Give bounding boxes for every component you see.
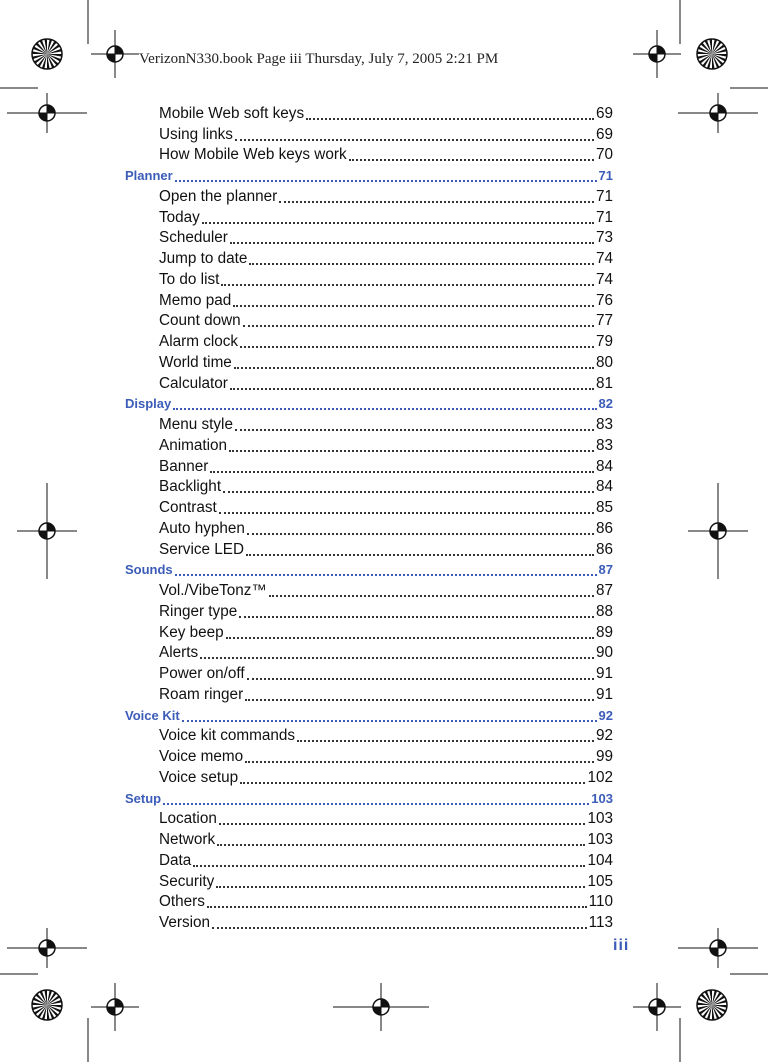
- dot-leader: [230, 230, 594, 244]
- toc-entry[interactable]: [125, 289, 613, 310]
- dot-leader: [226, 625, 594, 639]
- toc-label: Calculator: [159, 374, 228, 392]
- toc-label: Voice setup: [159, 768, 239, 786]
- toc-entry[interactable]: [125, 579, 613, 600]
- toc-page-number: 86: [595, 540, 613, 558]
- toc-entry[interactable]: [125, 496, 613, 517]
- dot-leader: [235, 127, 594, 141]
- toc-page-number: 105: [587, 872, 613, 890]
- toc-section[interactable]: [125, 559, 613, 580]
- dot-leader: [243, 313, 594, 327]
- toc-page-number: 74: [595, 270, 613, 288]
- toc-label: Roam ringer: [159, 685, 244, 703]
- dot-leader: [202, 210, 594, 224]
- toc-label: Location: [159, 810, 217, 828]
- toc-page-number: 76: [595, 291, 613, 309]
- toc-page-number: 88: [595, 602, 613, 620]
- dot-leader: [207, 894, 587, 908]
- dot-leader: [219, 811, 586, 825]
- dot-leader: [297, 728, 594, 742]
- dot-leader: [217, 832, 585, 846]
- toc-page-number: 84: [595, 478, 613, 496]
- toc-page-number: 71: [595, 187, 613, 205]
- toc-label: Mobile Web soft keys: [159, 104, 305, 122]
- dot-leader: [249, 251, 594, 265]
- dot-leader: [240, 334, 594, 348]
- dot-leader: [246, 542, 594, 556]
- toc-page-number: 87: [598, 562, 613, 578]
- registration-crosshair-icon: [91, 30, 139, 78]
- dot-leader: [216, 874, 585, 888]
- toc-page-number: 103: [587, 810, 613, 828]
- toc-entry[interactable]: [125, 725, 613, 746]
- toc-entry[interactable]: [125, 745, 613, 766]
- toc-entry[interactable]: [125, 870, 613, 891]
- toc-entry[interactable]: [125, 517, 613, 538]
- toc-page-number: 82: [598, 396, 613, 412]
- toc-label: Voice memo: [159, 748, 244, 765]
- toc-page-number: 71: [598, 168, 613, 183]
- toc-entry[interactable]: [125, 849, 613, 870]
- dot-leader: [245, 749, 594, 763]
- toc-entry[interactable]: [125, 766, 613, 787]
- toc-entry[interactable]: [125, 310, 613, 331]
- toc-section[interactable]: [125, 164, 613, 185]
- toc-entry[interactable]: [125, 372, 613, 393]
- dot-leader: [235, 417, 594, 431]
- toc-page-number: 104: [587, 851, 613, 869]
- toc-label: Using links: [159, 125, 233, 143]
- toc-entry[interactable]: [125, 455, 613, 476]
- toc-entry[interactable]: [125, 413, 613, 434]
- registration-crosshair-icon: [333, 983, 429, 1031]
- toc-entry[interactable]: [125, 476, 613, 497]
- toc-label: Ringer type: [159, 602, 238, 620]
- table-of-contents: [125, 102, 613, 932]
- toc-page-number: 85: [595, 499, 613, 516]
- toc-entry[interactable]: [125, 351, 613, 372]
- toc-section[interactable]: [125, 393, 613, 414]
- toc-entry[interactable]: [125, 123, 613, 144]
- toc-page-number: 99: [595, 748, 613, 765]
- toc-label: Animation: [159, 436, 228, 454]
- print-header: VerizonN330.book Page iii Thursday, July 7, 2005 2:21 PM: [139, 51, 499, 67]
- toc-entry[interactable]: [125, 268, 613, 289]
- toc-entry[interactable]: [125, 538, 613, 559]
- toc-page-number: 89: [595, 623, 613, 641]
- toc-page-number: 83: [595, 436, 613, 454]
- toc-label: Power on/off: [159, 665, 245, 682]
- registration-crosshair-icon: [633, 983, 681, 1031]
- toc-page-number: 110: [588, 893, 613, 911]
- toc-label: Version: [159, 914, 211, 931]
- toc-entry[interactable]: [125, 227, 613, 248]
- toc-entry[interactable]: [125, 642, 613, 663]
- toc-label: Key beep: [159, 623, 224, 641]
- dot-leader: [200, 645, 594, 659]
- page-number: iii: [613, 937, 630, 954]
- dot-leader: [175, 562, 597, 576]
- toc-label: Setup: [125, 790, 162, 806]
- toc-section[interactable]: [125, 787, 613, 808]
- toc-entry[interactable]: [125, 206, 613, 227]
- toc-page-number: 113: [588, 914, 613, 931]
- registration-starburst-icon: [697, 990, 727, 1020]
- toc-label: Service LED: [159, 540, 245, 558]
- toc-label: Voice kit commands: [159, 727, 296, 745]
- registration-crosshair-icon: [678, 93, 758, 133]
- toc-page-number: 71: [595, 208, 613, 226]
- toc-page-number: 86: [595, 519, 613, 537]
- registration-crosshair-icon: [7, 928, 87, 968]
- toc-label: Vol./VibeTonz™: [159, 582, 267, 599]
- dot-leader: [221, 272, 594, 286]
- toc-page-number: 70: [595, 146, 613, 164]
- toc-entry[interactable]: [125, 185, 613, 206]
- toc-label: Data: [159, 851, 192, 869]
- dot-leader: [230, 376, 594, 390]
- registration-starburst-icon: [32, 39, 62, 69]
- toc-page-number: 103: [591, 790, 613, 806]
- registration-starburst-icon: [697, 39, 727, 69]
- dot-leader: [279, 189, 594, 203]
- toc-label: Alerts: [159, 644, 199, 662]
- toc-entry[interactable]: [125, 828, 613, 849]
- dot-leader: [349, 147, 594, 161]
- toc-label: Backlight: [159, 478, 222, 496]
- toc-label: To do list: [159, 270, 220, 288]
- toc-page-number: 92: [598, 707, 613, 723]
- toc-entry[interactable]: [125, 891, 613, 912]
- toc-entry[interactable]: [125, 683, 613, 704]
- dot-leader: [229, 438, 594, 452]
- toc-label: Sounds: [125, 562, 173, 578]
- toc-label: How Mobile Web keys work: [159, 146, 347, 164]
- toc-label: Alarm clock: [159, 333, 239, 350]
- toc-page-number: 103: [587, 831, 613, 848]
- toc-entry[interactable]: [125, 247, 613, 268]
- toc-entry[interactable]: [125, 911, 613, 932]
- dot-leader: [212, 915, 587, 929]
- dot-leader: [247, 666, 594, 680]
- dot-leader: [175, 168, 597, 182]
- toc-page-number: 79: [595, 333, 613, 350]
- toc-page-number: 80: [595, 353, 613, 371]
- toc-label: Others: [159, 893, 205, 911]
- toc-label: Jump to date: [159, 250, 248, 267]
- dot-leader: [173, 396, 596, 410]
- registration-crosshair-icon: [633, 30, 681, 78]
- toc-entry[interactable]: [125, 621, 613, 642]
- dot-leader: [163, 791, 589, 805]
- toc-entry[interactable]: [125, 144, 613, 165]
- toc-entry[interactable]: [125, 662, 613, 683]
- toc-page-number: 90: [595, 644, 613, 662]
- toc-page-number: 102: [587, 768, 613, 786]
- toc-page-number: 87: [595, 582, 613, 599]
- registration-crosshair-icon: [91, 983, 139, 1031]
- toc-label: Banner: [159, 457, 209, 475]
- dot-leader: [306, 106, 594, 120]
- dot-leader: [182, 708, 597, 722]
- toc-label: World time: [159, 353, 232, 371]
- dot-leader: [239, 604, 594, 618]
- toc-page-number: 74: [595, 250, 613, 267]
- toc-page-number: 91: [595, 665, 613, 682]
- toc-label: Memo pad: [159, 291, 232, 309]
- dot-leader: [240, 770, 585, 784]
- dot-leader: [193, 853, 585, 867]
- toc-page-number: 84: [595, 457, 613, 475]
- toc-label: Open the planner: [159, 187, 278, 205]
- toc-entry[interactable]: [125, 330, 613, 351]
- toc-entry[interactable]: [125, 102, 613, 123]
- registration-crosshair-icon: [7, 93, 87, 133]
- toc-page-number: 81: [595, 374, 613, 392]
- toc-section[interactable]: [125, 704, 613, 725]
- dot-leader: [234, 355, 594, 369]
- toc-page-number: 92: [595, 727, 613, 745]
- registration-crosshair-icon: [678, 928, 758, 968]
- toc-label: Voice Kit: [125, 707, 180, 723]
- dot-leader: [223, 479, 594, 493]
- dot-leader: [247, 521, 594, 535]
- registration-crosshair-icon: [688, 483, 748, 579]
- toc-page-number: 73: [595, 229, 613, 247]
- toc-label: Scheduler: [159, 229, 228, 247]
- dot-leader: [219, 500, 594, 514]
- registration-crosshair-icon: [17, 483, 77, 579]
- toc-entry[interactable]: [125, 808, 613, 829]
- toc-label: Planner: [125, 168, 173, 183]
- dot-leader: [210, 459, 594, 473]
- toc-entry[interactable]: [125, 600, 613, 621]
- toc-label: Menu style: [159, 416, 233, 433]
- toc-label: Contrast: [159, 499, 217, 516]
- toc-label: Auto hyphen: [159, 519, 245, 537]
- toc-page-number: 69: [595, 104, 613, 122]
- dot-leader: [245, 687, 594, 701]
- dot-leader: [269, 583, 594, 597]
- toc-label: Count down: [159, 312, 241, 330]
- toc-page-number: 91: [595, 685, 613, 703]
- toc-label: Display: [125, 396, 172, 412]
- toc-entry[interactable]: [125, 434, 613, 455]
- toc-label: Today: [159, 208, 200, 226]
- toc-label: Security: [159, 872, 215, 890]
- toc-page-number: 69: [595, 125, 613, 143]
- toc-label: Network: [159, 831, 216, 848]
- dot-leader: [233, 293, 594, 307]
- toc-page-number: 83: [595, 416, 613, 433]
- registration-starburst-icon: [32, 990, 62, 1020]
- toc-page-number: 77: [595, 312, 613, 330]
